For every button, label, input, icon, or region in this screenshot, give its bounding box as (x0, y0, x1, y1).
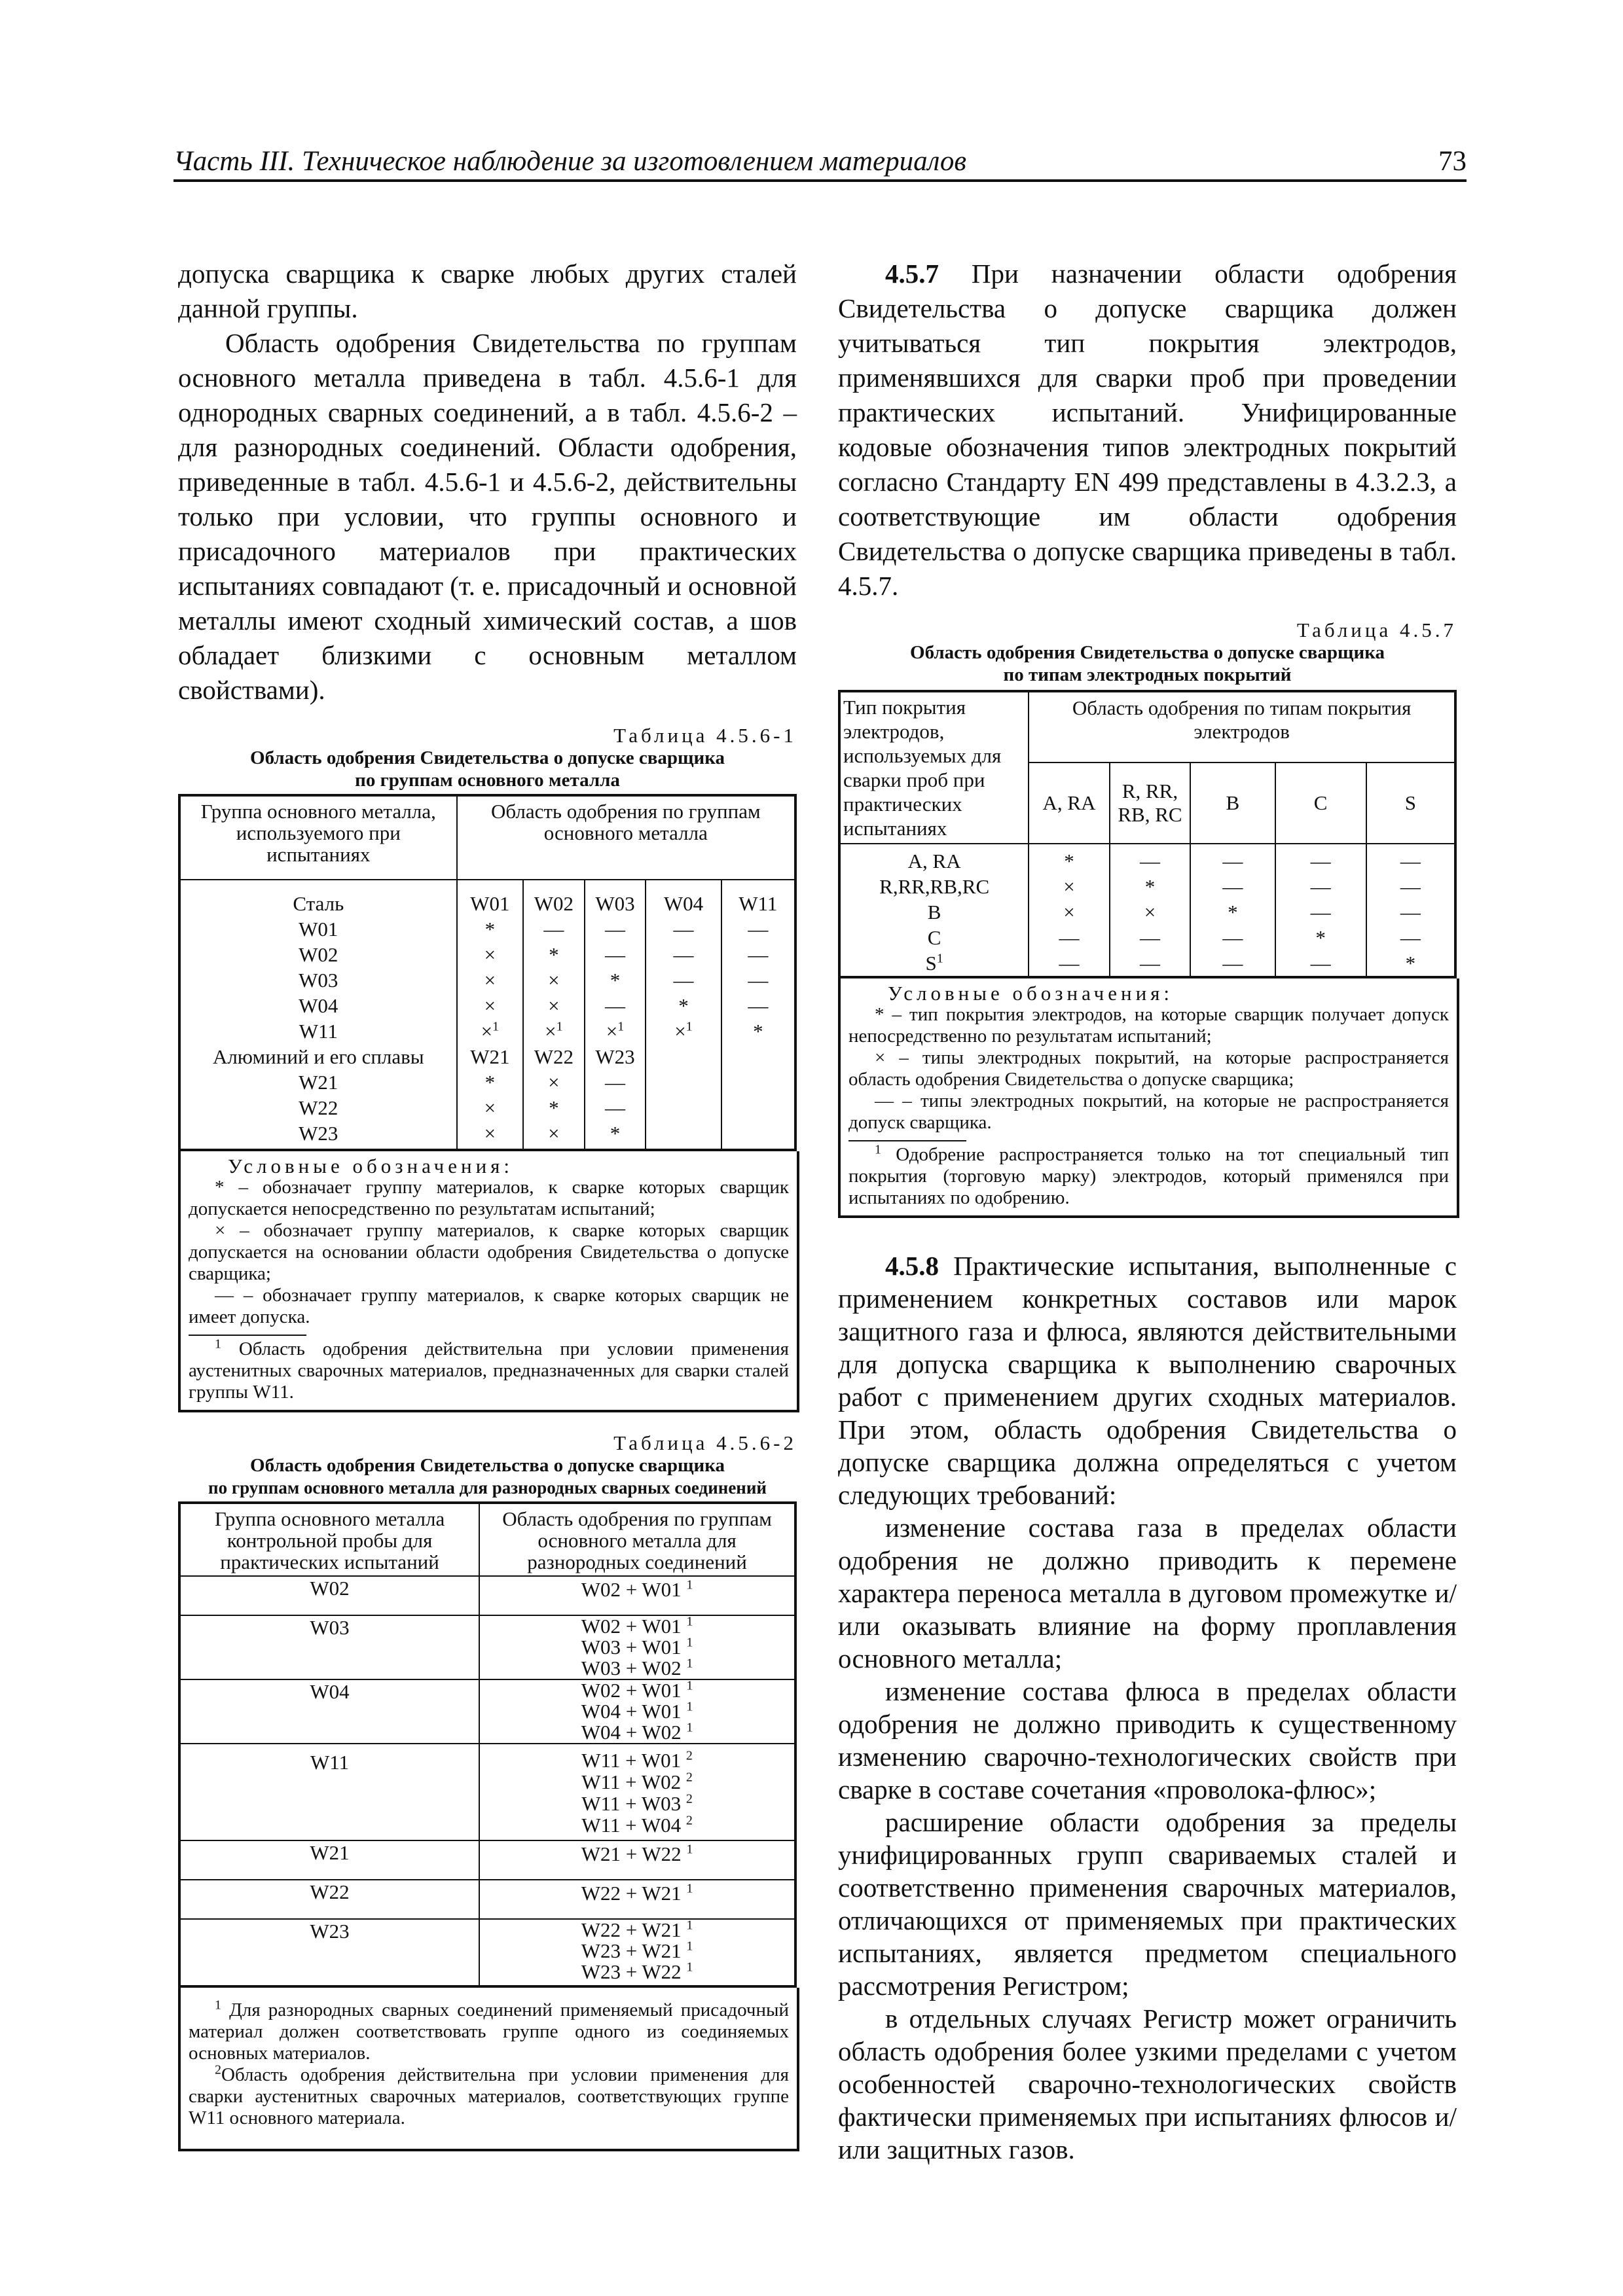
column-r (1110, 844, 1190, 977)
mark: — (543, 918, 564, 941)
mark: * (678, 994, 689, 1017)
paragraph: допуска сварщика к сварке любых других сталей данной группы. (178, 259, 797, 323)
group-label: W04 (299, 994, 338, 1017)
table-title: по типам электродных покрытий (1003, 664, 1292, 685)
mark: × (548, 969, 560, 992)
mark: * (1228, 901, 1238, 924)
column-c (1275, 844, 1366, 977)
mark: W23 (595, 1045, 635, 1068)
table-row (179, 1840, 795, 1880)
mark: × (484, 994, 496, 1017)
paragraph: Область одобрения Свидетельства по группам основного металла приведена в табл. 4.5.6-1 для однородных сварных соединений, а в табл. 4.5.6-2 – для разнородных соединений. Области одобрения, приведенные в табл. 4.5.6-1 и 4.5.6-2, действительны только при условии, что группы основного и присадочного материалов при практических испытаниях совпадают (т. е. присадочный и основной металлы имеют сходный химический состав, а шов обладает близкими с основным металлом свойствами). (178, 328, 797, 705)
legend-label: Условные обозначения: (228, 1155, 514, 1177)
paragraph: 4.5.8 Практические испытания, выполненные с применением конкретных составов или марок защитного газа и флюса, являются действительными для допуска сварщика к выполнению сварочных работ с применением других сходных материалов. При этом, область одобрения Свидетельства о допуске сварщика должна определяться с учетом следующих требований: (838, 1251, 1457, 1510)
groups-cell (179, 880, 457, 1150)
table-dissimilar-joints (178, 1501, 797, 1988)
mark: — (1139, 926, 1160, 949)
mark: * (549, 1096, 559, 1119)
column-b (1190, 844, 1275, 977)
mark: — (1400, 926, 1421, 949)
mark: ×$^1$ (606, 1019, 625, 1043)
mark: — (1310, 850, 1331, 872)
column-s (1366, 844, 1455, 977)
column-w11 (721, 880, 795, 1150)
table-caption: Таблица 4.5.6-1 (613, 724, 797, 747)
table-row (179, 1919, 795, 1986)
mark: × (548, 994, 560, 1017)
table-row (179, 1744, 795, 1840)
running-header (173, 145, 1467, 182)
footnote: $^2$Область одобрения действительна при условии применения для сварки аустенитных сварочных материалов, соответствующих группе W11 основного материала. (189, 2062, 789, 2128)
table-header-row (179, 1503, 795, 1576)
legend-item: — – типы электродных покрытий, на которые не распространяется допуск сварщика. (848, 1090, 1449, 1133)
value-cell: W22 + W21 $^1$ (479, 1880, 795, 1919)
mark: * (1315, 926, 1326, 949)
group-cell: W11 (179, 1744, 479, 1840)
column-w01 (457, 880, 524, 1150)
table-title: Область одобрения Свидетельства о допуске сварщика (250, 1455, 725, 1476)
mark: ×$^1$ (481, 1019, 500, 1043)
paragraph: изменение состава газа в пределах области одобрения не должно приводить к перемене характера переноса металла в дуговом промежутке и/или оказывать влияние на форму проплавления основного металла; (838, 1513, 1457, 1674)
table-electrode-coatings (838, 690, 1457, 978)
table-row (179, 1880, 795, 1919)
header-cell: Область одобрения по группам основного металла (457, 795, 795, 880)
group-cell: W21 (179, 1840, 479, 1880)
mark: W21 (470, 1045, 510, 1068)
col-head: W02 (534, 892, 574, 915)
mark: × (548, 1071, 560, 1094)
paragraph: расширение области одобрения за пределы унифицированных групп свариваемых сталей и соответственно применения сварочных материалов, отличающихся от применяемых при практических испытаниях, является предметом специального рассмотрения Регистром; (838, 1807, 1457, 2001)
table-header-row (839, 691, 1455, 762)
group-label: W21 (299, 1071, 338, 1094)
row-label: R,RR,RB,RC (879, 875, 990, 898)
col-head: C (1275, 762, 1366, 844)
group-cell: W23 (179, 1919, 479, 1986)
table-caption: Таблица 4.5.7 (1296, 619, 1457, 641)
group-label: W03 (299, 969, 338, 992)
column-w04 (646, 880, 721, 1150)
mark: * (753, 1020, 763, 1043)
footnote: $^1$ Одобрение распространяется только на тот специальный тип покрытия (торговую марку) электродов, который применялся при испытаниях по одобрению. (848, 1142, 1450, 1208)
header-cell: Область одобрения по типам покрытия электродов (1029, 691, 1455, 762)
row-label: B (927, 901, 941, 924)
col-head: B (1190, 762, 1275, 844)
mark: * (610, 969, 621, 992)
group-label: W23 (299, 1122, 338, 1145)
table-caption: Таблица 4.5.6-2 (613, 1431, 797, 1454)
mark: × (548, 1122, 560, 1145)
table-title: Область одобрения Свидетельства о допуске сварщика (250, 747, 725, 768)
paragraph: изменение состава флюса в пределах области одобрения не должно приводить к существенному изменению сварочно-технологических свойств при сварке в составе сочетания «проволока-флюс»; (838, 1676, 1457, 1804)
mark: * (549, 943, 559, 966)
mark: — (1310, 875, 1331, 898)
group-label: Сталь (293, 892, 344, 915)
left-column (178, 257, 797, 2151)
mark: — (605, 943, 626, 966)
mark: — (673, 918, 694, 941)
footnote-rule (848, 1140, 966, 1141)
table-body (839, 844, 1455, 977)
mark: * (484, 918, 496, 941)
group-label: W01 (299, 918, 338, 941)
header-cell: Тип покрытия электродов, используемых для сварки проб при практических испытаниях (839, 691, 1029, 844)
mark: — (1139, 850, 1160, 872)
mark: — (673, 969, 694, 992)
col-head: W04 (663, 892, 704, 915)
legend-item: × – типы электродных покрытий, на которые распространяется область одобрения Свидетельства о допуске сварщика; (848, 1047, 1449, 1090)
value-cell: W22 + W21 $^1$ W23 + W21 $^1$ W23 + W22 $^1$ (479, 1919, 795, 1986)
table-title: по группам основного металла (355, 770, 620, 791)
group-label: Алюминий и его сплавы (212, 1045, 424, 1068)
mark: — (1400, 901, 1421, 924)
legend-item: — – обозначает группу материалов, к сварке которых сварщик не имеет допуска. (189, 1285, 789, 1327)
row-label: A, RA (907, 850, 961, 872)
mark: — (748, 918, 769, 941)
mark: — (605, 1096, 626, 1119)
mark: × (1063, 901, 1075, 924)
table-row (179, 1679, 795, 1744)
col-head: R, RR, RB, RC (1110, 762, 1190, 844)
mark: — (1222, 952, 1243, 975)
table-footnotes (178, 1988, 799, 2151)
group-label: W11 (299, 1020, 338, 1043)
column-w02 (523, 880, 585, 1150)
mark: ×$^1$ (545, 1019, 563, 1043)
mark: × (484, 1096, 496, 1119)
legend-item: × – обозначает группу материалов, к сварке которых сварщик допускается на основании области одобрения Свидетельства о допуске сварщика; (189, 1220, 789, 1284)
mark: — (1222, 875, 1243, 898)
mark: — (605, 1071, 626, 1094)
column-w03 (585, 880, 646, 1150)
value-cell: W21 + W22 $^1$ (479, 1840, 795, 1880)
group-cell: W03 (179, 1615, 479, 1679)
value-cell: W02 + W01 $^1$ (479, 1576, 795, 1615)
group-cell: W04 (179, 1679, 479, 1744)
page-number: 73 (1438, 146, 1467, 177)
mark: × (1063, 875, 1075, 898)
table-header-row (179, 795, 795, 880)
row-label: $S^1$ (925, 951, 943, 975)
coating-types-cell (839, 844, 1029, 977)
mark: × (1144, 901, 1156, 924)
table-title: Область одобрения Свидетельства о допуске сварщика (910, 642, 1385, 663)
table-title: по группам основного металла для разнородных сварных соединений (208, 1478, 767, 1498)
mark: * (1144, 875, 1156, 898)
mark: * (1405, 952, 1416, 975)
mark: — (1059, 952, 1080, 975)
mark: * (610, 1122, 621, 1145)
header-title: Часть III. Техническое наблюдение за изготовлением материалов (173, 146, 967, 177)
mark: — (673, 943, 694, 966)
table-row (179, 1615, 795, 1679)
header-cell: Область одобрения по группам основного металла для разнородных соединений (479, 1503, 795, 1576)
paragraph: в отдельных случаях Регистр может ограничить область одобрения более узкими пределами с учетом особенностей сварочно-технологических свойств фактически применяемых при испытаниях флюсов и/или защитных газов. (838, 2003, 1457, 2164)
right-column (838, 257, 1457, 2166)
column-a-ra (1029, 844, 1109, 977)
mark: — (1310, 952, 1331, 975)
mark: — (1400, 875, 1421, 898)
header-cell: Группа основного металла контрольной пробы для практических испытаний (179, 1503, 479, 1576)
header-cell: Группа основного металла, используемого при испытаниях (179, 795, 457, 880)
table-row (179, 1576, 795, 1615)
mark: — (748, 943, 769, 966)
mark: × (484, 1122, 496, 1145)
group-label: W22 (299, 1096, 338, 1119)
mark: × (484, 943, 496, 966)
row-label: C (927, 926, 941, 949)
col-head: W01 (470, 892, 510, 915)
mark: — (748, 994, 769, 1017)
legend-item: * – обозначает группу материалов, к сварке которых сварщик допускается непосредственно по результатам испытаний; (189, 1177, 789, 1219)
mark: — (605, 994, 626, 1017)
mark: — (1400, 850, 1421, 872)
legend-item: * – тип покрытия электродов, на которые сварщик получает допуск непосредственно по результатам испытаний; (848, 1004, 1449, 1047)
value-cell: W02 + W01 $^1$ W03 + W01 $^1$ W03 + W02 $^1$ (479, 1615, 795, 1679)
col-head: A, RA (1029, 762, 1109, 844)
col-head: W11 (739, 892, 778, 915)
value-cell: W02 + W01 $^1$ W04 + W01 $^1$ W04 + W02 $^1$ (479, 1679, 795, 1744)
mark: — (1059, 926, 1080, 949)
value-cell: W11 + W01 $^2$ W11 + W02 $^2$ W11 + W03 $^2$ W11 + W04 $^2$ (479, 1744, 795, 1840)
footnote: $^1$ Область одобрения действительна при условии применения аустенитных сварочных материалов, предназначенных для сварки сталей группы W11. (189, 1336, 790, 1403)
mark: W22 (534, 1045, 574, 1068)
mark: — (748, 969, 769, 992)
legend-label: Условные обозначения: (888, 982, 1174, 1005)
paragraph: 4.5.7 При назначении области одобрения Свидетельства о допуске сварщика должен учитываться тип покрытия электродов, применявшихся для сварки проб при проведении практических испытаний. Унифицированные кодовые обозначения типов электродных покрытий согласно Стандарту EN 499 представлены в 4.3.2.3, а соответствующие им области одобрения Свидетельства о допуске сварщика приведены в табл. 4.5.7. (838, 259, 1457, 601)
mark: * (484, 1071, 496, 1094)
mark: — (1139, 952, 1160, 975)
mark: — (1222, 926, 1243, 949)
mark: — (605, 918, 626, 941)
table-base-metal-groups (178, 794, 797, 1151)
col-head: W03 (595, 892, 635, 915)
table-notes (838, 978, 1459, 1218)
mark: — (1222, 850, 1243, 872)
col-head: S (1366, 762, 1455, 844)
footnote-rule (189, 1335, 306, 1336)
group-cell: W02 (179, 1576, 479, 1615)
mark: * (1064, 850, 1074, 872)
mark: × (484, 969, 496, 992)
footnote: $^1$ Для разнородных сварных соединений применяемый присадочный материал должен соответствовать группе одного из соединяемых основных материалов. (189, 1998, 789, 2064)
table-notes (178, 1151, 799, 1412)
mark: ×$^1$ (674, 1019, 693, 1043)
table-body (179, 880, 795, 1150)
group-label: W02 (299, 943, 338, 966)
group-cell: W22 (179, 1880, 479, 1919)
mark: — (1310, 901, 1331, 924)
